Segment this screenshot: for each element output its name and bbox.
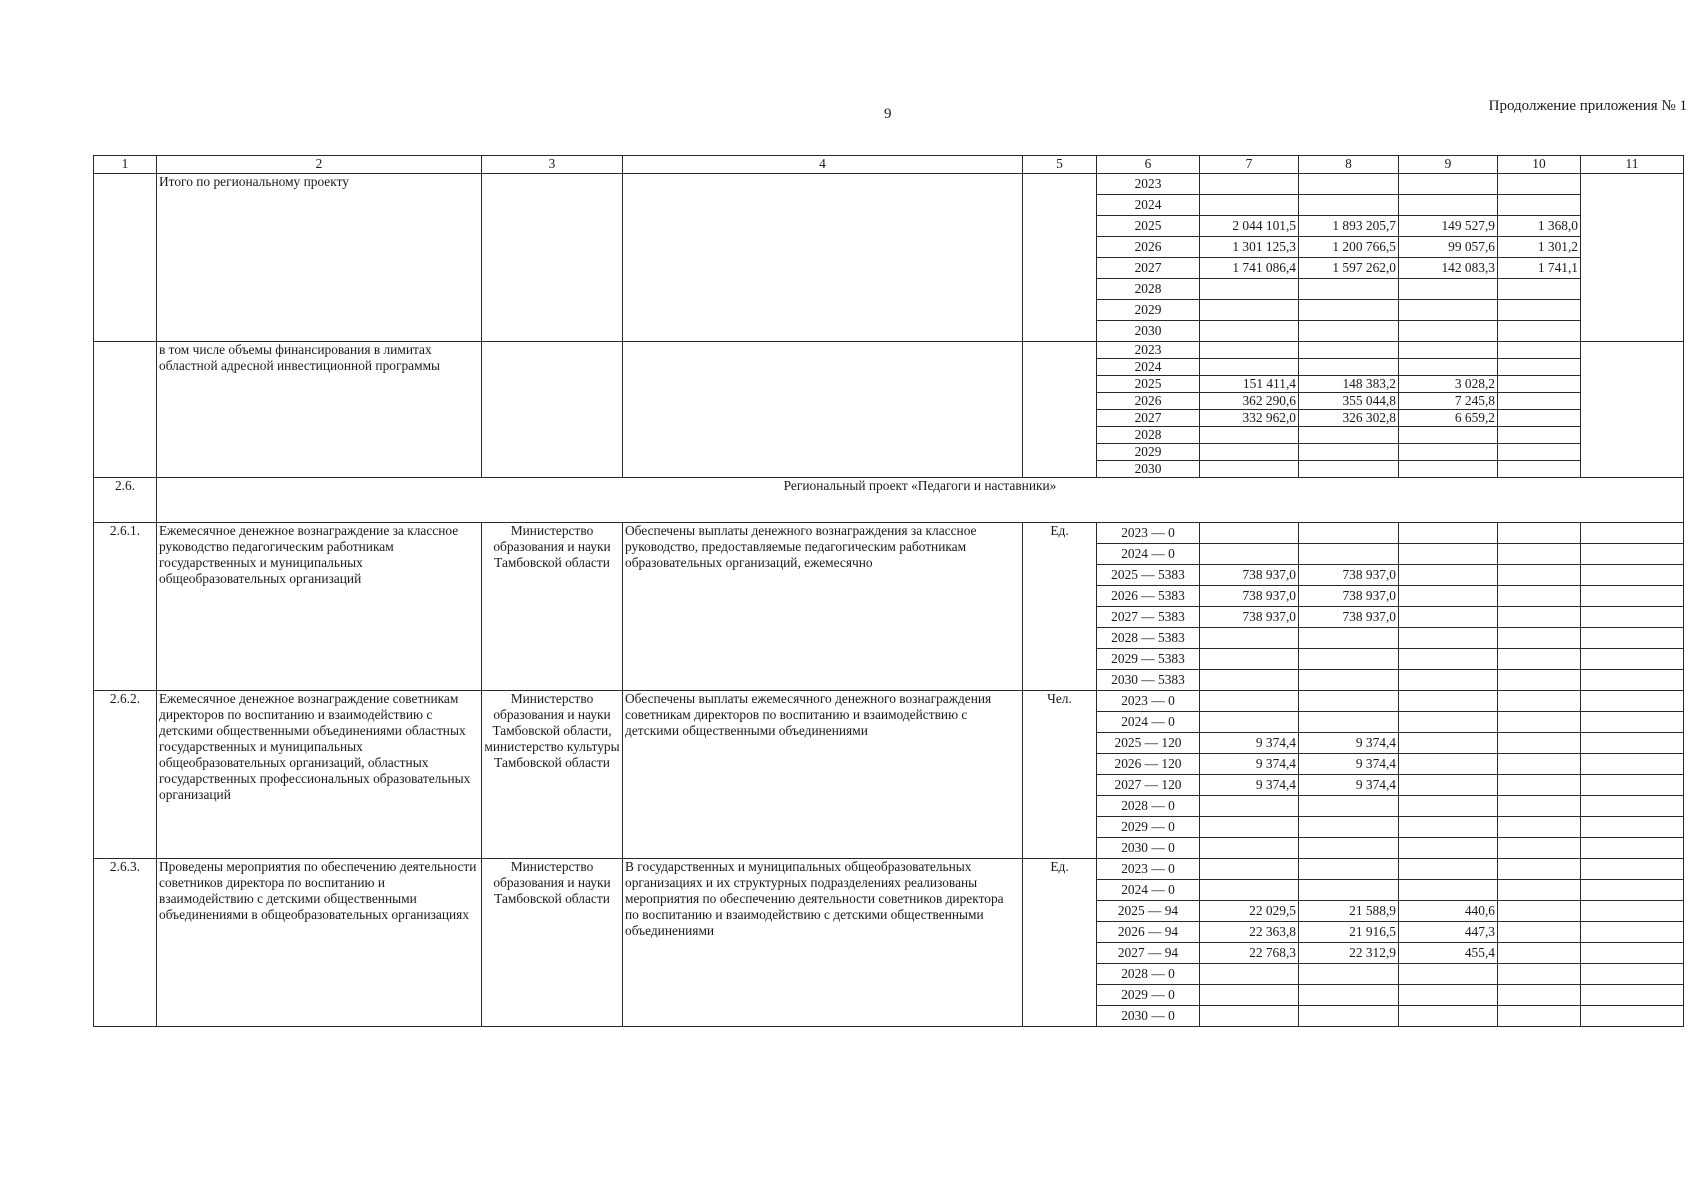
year-cell: 2023 (1097, 342, 1200, 359)
year-cell: 2030 — 0 (1097, 1006, 1200, 1027)
value-cell: 332 962,0 (1200, 410, 1299, 427)
value-cell (1581, 775, 1684, 796)
value-cell: 440,6 (1399, 901, 1498, 922)
value-cell (1399, 880, 1498, 901)
value-cell (1200, 880, 1299, 901)
year-cell: 2026 — 120 (1097, 754, 1200, 775)
value-cell (1498, 712, 1581, 733)
value-cell (1399, 985, 1498, 1006)
year-cell: 2025 — 120 (1097, 733, 1200, 754)
year-cell: 2030 (1097, 321, 1200, 342)
value-cell (1200, 195, 1299, 216)
value-cell: 362 290,6 (1200, 393, 1299, 410)
value-cell (1299, 523, 1399, 544)
value-cell (1399, 754, 1498, 775)
value-cell (1581, 712, 1684, 733)
section-row (94, 478, 1684, 523)
value-cell: 151 411,4 (1200, 376, 1299, 393)
year-cell: 2028 — 0 (1097, 964, 1200, 985)
value-cell: 9 374,4 (1200, 754, 1299, 775)
value-cell (1399, 733, 1498, 754)
table-row (94, 691, 1684, 712)
value-cell (1399, 342, 1498, 359)
value-cell: 738 937,0 (1299, 586, 1399, 607)
value-cell: 2 044 101,5 (1200, 216, 1299, 237)
value-cell: 1 597 262,0 (1299, 258, 1399, 279)
value-cell (1299, 985, 1399, 1006)
value-cell (1200, 461, 1299, 478)
year-cell: 2026 (1097, 393, 1200, 410)
value-cell (1299, 838, 1399, 859)
year-cell: 2029 (1097, 444, 1200, 461)
year-cell: 2030 — 0 (1097, 838, 1200, 859)
value-cell (1299, 691, 1399, 712)
value-cell (1581, 607, 1684, 628)
value-cell (1399, 859, 1498, 880)
value-cell (1299, 444, 1399, 461)
year-cell: 2027 (1097, 410, 1200, 427)
year-cell: 2024 — 0 (1097, 544, 1200, 565)
year-cell: 2025 (1097, 376, 1200, 393)
value-cell: 22 768,3 (1200, 943, 1299, 964)
year-cell: 2030 (1097, 461, 1200, 478)
value-cell: 1 368,0 (1498, 216, 1581, 237)
value-cell (1200, 691, 1299, 712)
value-cell: 9 374,4 (1200, 733, 1299, 754)
value-cell (1498, 565, 1581, 586)
value-cell (1200, 670, 1299, 691)
value-cell (1498, 943, 1581, 964)
value-cell: 738 937,0 (1299, 565, 1399, 586)
value-cell (1399, 321, 1498, 342)
value-cell (1498, 544, 1581, 565)
section-number: 2.6. (94, 478, 157, 523)
value-cell (1498, 754, 1581, 775)
value-cell (1399, 523, 1498, 544)
item-result: В государственных и муниципальных общеобразовательных организациях и их структурных подразделениях реализованы мероприятия по обеспечению деятельности советников директора по воспитанию и взаимодействию с детскими общественными объединениями (623, 859, 1023, 1027)
value-cell (1498, 670, 1581, 691)
column-header: 7 (1200, 156, 1299, 174)
item-executor: Министерство образования и науки Тамбовской области (482, 523, 623, 691)
value-cell (1498, 279, 1581, 300)
value-cell (1200, 427, 1299, 444)
value-cell (1581, 649, 1684, 670)
value-cell (1200, 523, 1299, 544)
value-cell (1399, 775, 1498, 796)
value-cell (1498, 649, 1581, 670)
value-cell (1498, 733, 1581, 754)
value-cell (1399, 1006, 1498, 1027)
column-header: 2 (157, 156, 482, 174)
value-cell: 22 363,8 (1200, 922, 1299, 943)
value-cell (1581, 943, 1684, 964)
value-cell: 22 312,9 (1299, 943, 1399, 964)
value-cell (1299, 628, 1399, 649)
value-cell (1498, 796, 1581, 817)
value-cell (1498, 376, 1581, 393)
year-cell: 2024 — 0 (1097, 880, 1200, 901)
year-cell: 2028 — 0 (1097, 796, 1200, 817)
value-cell (1399, 649, 1498, 670)
value-cell (1498, 461, 1581, 478)
value-cell: 1 301 125,3 (1200, 237, 1299, 258)
value-cell (1299, 300, 1399, 321)
value-cell: 22 029,5 (1200, 901, 1299, 922)
year-cell: 2023 — 0 (1097, 859, 1200, 880)
item-number: 2.6.2. (94, 691, 157, 859)
value-cell (1200, 279, 1299, 300)
value-cell (1498, 300, 1581, 321)
row-number-cell (94, 174, 157, 342)
result-cell (623, 174, 1023, 342)
value-cell (1399, 964, 1498, 985)
year-cell: 2029 (1097, 300, 1200, 321)
year-cell: 2023 — 0 (1097, 523, 1200, 544)
total-label: Итого по региональному проекту (157, 174, 482, 342)
value-cell: 738 937,0 (1200, 607, 1299, 628)
value-cell (1581, 523, 1684, 544)
value-cell (1299, 964, 1399, 985)
value-cell (1299, 279, 1399, 300)
value-cell (1299, 461, 1399, 478)
column-header: 4 (623, 156, 1023, 174)
value-cell: 455,4 (1399, 943, 1498, 964)
year-cell: 2029 — 0 (1097, 817, 1200, 838)
value-cell: 142 083,3 (1399, 258, 1498, 279)
table-row (94, 523, 1684, 544)
value-cell (1299, 796, 1399, 817)
value-cell (1498, 342, 1581, 359)
item-name: Ежемесячное денежное вознаграждение советникам директоров по воспитанию и взаимодействию с детскими общественными объединениями областных государственных и муниципальных общеобразовательных организаций, областных государственных профессиональных образовательных организаций (157, 691, 482, 859)
value-cell: 1 200 766,5 (1299, 237, 1399, 258)
table-row (94, 342, 1684, 359)
value-cell (1498, 174, 1581, 195)
value-cell: 9 374,4 (1299, 775, 1399, 796)
value-cell (1581, 964, 1684, 985)
year-cell: 2024 (1097, 359, 1200, 376)
value-cell (1399, 607, 1498, 628)
column-header: 5 (1023, 156, 1097, 174)
value-cell (1498, 444, 1581, 461)
year-cell: 2023 — 0 (1097, 691, 1200, 712)
value-cell (1399, 796, 1498, 817)
value-cell: 1 741 086,4 (1200, 258, 1299, 279)
value-cell (1299, 712, 1399, 733)
value-cell (1498, 607, 1581, 628)
value-cell (1581, 342, 1684, 478)
unit-cell (1023, 342, 1097, 478)
value-cell: 9 374,4 (1299, 754, 1399, 775)
value-cell (1200, 964, 1299, 985)
value-cell (1581, 901, 1684, 922)
item-executor: Министерство образования и науки Тамбовской области (482, 859, 623, 1027)
value-cell (1200, 712, 1299, 733)
value-cell (1399, 461, 1498, 478)
value-cell (1581, 691, 1684, 712)
value-cell (1399, 691, 1498, 712)
year-cell: 2024 — 0 (1097, 712, 1200, 733)
year-cell: 2030 — 5383 (1097, 670, 1200, 691)
value-cell: 148 383,2 (1299, 376, 1399, 393)
value-cell (1498, 1006, 1581, 1027)
value-cell (1399, 544, 1498, 565)
value-cell: 6 659,2 (1399, 410, 1498, 427)
item-number: 2.6.3. (94, 859, 157, 1027)
value-cell (1200, 649, 1299, 670)
year-cell: 2025 — 94 (1097, 901, 1200, 922)
value-cell (1498, 964, 1581, 985)
value-cell (1299, 1006, 1399, 1027)
year-cell: 2026 — 94 (1097, 922, 1200, 943)
value-cell (1581, 838, 1684, 859)
value-cell (1200, 796, 1299, 817)
value-cell (1399, 670, 1498, 691)
value-cell (1299, 342, 1399, 359)
value-cell (1399, 628, 1498, 649)
value-cell (1399, 817, 1498, 838)
value-cell (1200, 628, 1299, 649)
financing-table (93, 155, 1684, 1027)
value-cell (1399, 279, 1498, 300)
year-cell: 2026 — 5383 (1097, 586, 1200, 607)
value-cell (1200, 985, 1299, 1006)
value-cell (1581, 670, 1684, 691)
value-cell: 21 916,5 (1299, 922, 1399, 943)
value-cell (1399, 195, 1498, 216)
value-cell (1581, 796, 1684, 817)
year-cell: 2028 — 5383 (1097, 628, 1200, 649)
value-cell (1200, 544, 1299, 565)
value-cell: 738 937,0 (1200, 565, 1299, 586)
value-cell (1498, 922, 1581, 943)
value-cell (1498, 410, 1581, 427)
value-cell: 149 527,9 (1399, 216, 1498, 237)
value-cell (1498, 838, 1581, 859)
item-name: Ежемесячное денежное вознаграждение за классное руководство педагогическим работникам государственных и муниципальных общеобразовательных организаций (157, 523, 482, 691)
value-cell (1498, 586, 1581, 607)
value-cell: 3 028,2 (1399, 376, 1498, 393)
column-header: 3 (482, 156, 623, 174)
value-cell (1299, 195, 1399, 216)
invest-label: в том числе объемы финансирования в лимитах областной адресной инвестиционной программы (157, 342, 482, 478)
value-cell (1200, 321, 1299, 342)
value-cell (1200, 342, 1299, 359)
value-cell (1581, 985, 1684, 1006)
value-cell (1498, 775, 1581, 796)
value-cell (1399, 427, 1498, 444)
value-cell: 738 937,0 (1299, 607, 1399, 628)
column-header: 6 (1097, 156, 1200, 174)
item-unit: Ед. (1023, 859, 1097, 1027)
value-cell (1498, 523, 1581, 544)
item-executor: Министерство образования и науки Тамбовской области, министерство культуры Тамбовской области (482, 691, 623, 859)
value-cell (1200, 838, 1299, 859)
value-cell (1399, 586, 1498, 607)
section-title: Региональный проект «Педагоги и наставники» (157, 478, 1684, 523)
item-result: Обеспечены выплаты денежного вознаграждения за классное руководство, предоставляемые педагогическим работникам образовательных организаций, ежемесячно (623, 523, 1023, 691)
value-cell (1399, 359, 1498, 376)
value-cell (1200, 817, 1299, 838)
value-cell (1200, 359, 1299, 376)
value-cell (1581, 628, 1684, 649)
value-cell (1498, 859, 1581, 880)
value-cell (1200, 444, 1299, 461)
value-cell (1399, 565, 1498, 586)
value-cell (1581, 565, 1684, 586)
value-cell (1299, 859, 1399, 880)
year-cell: 2025 — 5383 (1097, 565, 1200, 586)
value-cell (1299, 359, 1399, 376)
item-result: Обеспечены выплаты ежемесячного денежного вознаграждения советникам директоров по воспитанию и взаимодействию с детскими общественными объединениями (623, 691, 1023, 859)
column-header: 10 (1498, 156, 1581, 174)
value-cell (1399, 712, 1498, 733)
value-cell (1498, 427, 1581, 444)
column-number-header (94, 156, 1684, 174)
value-cell (1498, 901, 1581, 922)
value-cell (1399, 300, 1498, 321)
value-cell: 1 301,2 (1498, 237, 1581, 258)
value-cell: 1 741,1 (1498, 258, 1581, 279)
value-cell: 7 245,8 (1399, 393, 1498, 410)
unit-cell (1023, 174, 1097, 342)
value-cell (1581, 859, 1684, 880)
value-cell (1498, 195, 1581, 216)
value-cell (1581, 544, 1684, 565)
value-cell (1399, 444, 1498, 461)
value-cell (1581, 817, 1684, 838)
table-row (94, 859, 1684, 880)
executor-cell (482, 342, 623, 478)
item-unit: Чел. (1023, 691, 1097, 859)
value-cell: 21 588,9 (1299, 901, 1399, 922)
year-cell: 2027 — 120 (1097, 775, 1200, 796)
value-cell (1200, 1006, 1299, 1027)
value-cell (1498, 359, 1581, 376)
value-cell (1299, 670, 1399, 691)
value-cell (1399, 174, 1498, 195)
value-cell (1299, 649, 1399, 670)
year-cell: 2029 — 0 (1097, 985, 1200, 1006)
value-cell (1498, 691, 1581, 712)
value-cell: 447,3 (1399, 922, 1498, 943)
value-cell: 326 302,8 (1299, 410, 1399, 427)
value-cell: 9 374,4 (1200, 775, 1299, 796)
value-cell (1399, 838, 1498, 859)
value-cell (1581, 586, 1684, 607)
column-header: 9 (1399, 156, 1498, 174)
value-cell (1581, 754, 1684, 775)
value-cell (1581, 174, 1684, 342)
row-number-cell (94, 342, 157, 478)
column-header: 11 (1581, 156, 1684, 174)
appendix-note: Продолжение приложения № 1 (1488, 98, 1687, 114)
year-cell: 2028 (1097, 279, 1200, 300)
value-cell: 99 057,6 (1399, 237, 1498, 258)
value-cell: 355 044,8 (1299, 393, 1399, 410)
item-name: Проведены мероприятия по обеспечению деятельности советников директора по воспитанию и взаимодействию с детскими общественными объединениями в общеобразовательных организациях (157, 859, 482, 1027)
value-cell (1581, 880, 1684, 901)
value-cell (1498, 985, 1581, 1006)
value-cell: 9 374,4 (1299, 733, 1399, 754)
value-cell (1498, 321, 1581, 342)
value-cell (1581, 733, 1684, 754)
year-cell: 2023 (1097, 174, 1200, 195)
value-cell: 738 937,0 (1200, 586, 1299, 607)
item-number: 2.6.1. (94, 523, 157, 691)
value-cell (1498, 817, 1581, 838)
year-cell: 2024 (1097, 195, 1200, 216)
year-cell: 2027 — 94 (1097, 943, 1200, 964)
value-cell (1299, 174, 1399, 195)
value-cell (1498, 628, 1581, 649)
value-cell: 1 893 205,7 (1299, 216, 1399, 237)
value-cell (1200, 174, 1299, 195)
year-cell: 2028 (1097, 427, 1200, 444)
year-cell: 2025 (1097, 216, 1200, 237)
executor-cell (482, 174, 623, 342)
value-cell (1299, 817, 1399, 838)
value-cell (1200, 300, 1299, 321)
item-unit: Ед. (1023, 523, 1097, 691)
value-cell (1498, 880, 1581, 901)
value-cell (1200, 859, 1299, 880)
page-number: 9 (884, 106, 892, 122)
column-header: 1 (94, 156, 157, 174)
value-cell (1299, 544, 1399, 565)
year-cell: 2027 — 5383 (1097, 607, 1200, 628)
value-cell (1581, 922, 1684, 943)
year-cell: 2029 — 5383 (1097, 649, 1200, 670)
value-cell (1581, 1006, 1684, 1027)
result-cell (623, 342, 1023, 478)
table-row (94, 174, 1684, 195)
value-cell (1299, 321, 1399, 342)
column-header: 8 (1299, 156, 1399, 174)
value-cell (1299, 880, 1399, 901)
value-cell (1498, 393, 1581, 410)
value-cell (1299, 427, 1399, 444)
year-cell: 2027 (1097, 258, 1200, 279)
year-cell: 2026 (1097, 237, 1200, 258)
